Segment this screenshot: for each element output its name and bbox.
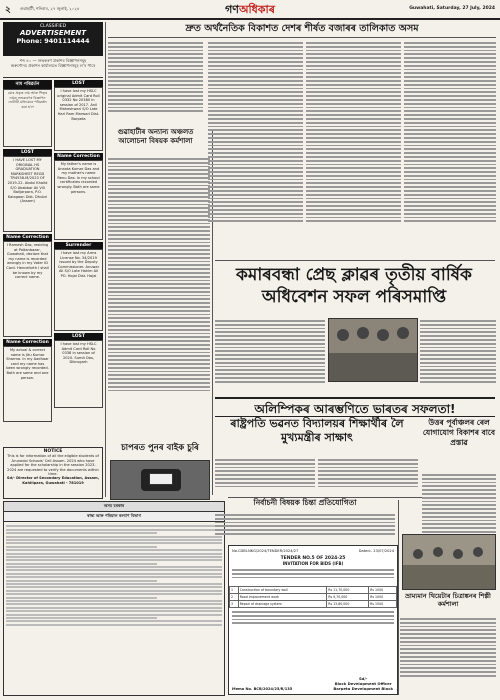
- classified-note: অৰুণোদয় প্ৰকাশন কাৰ্যালয়ত বিজ্ঞাপনসমূহ ল'ব পাৰে: [10, 63, 96, 68]
- masthead: [0, 0, 500, 20]
- notice-body: This is for information of all the eligible students of Arunodoi Schools' Cell Assam. 2024 who have applied for the scholarship in the session 2023-2024 are requested to verify the documents within time.: [7, 454, 99, 477]
- govt-ad-subheading: স্বাস্থ্য আৰু পৰিয়াল কল্যাণ বিভাগ: [4, 512, 224, 522]
- government-advertisement: [3, 501, 225, 696]
- bike-photo: [110, 460, 210, 500]
- classified-title: ADVERTISEMENT: [19, 29, 87, 37]
- ad-body: I have lost my HSLC original Admit Card Roll 0332 No 20380 in session of 2017. Anil Maheshwari S/O Late Hari Ram Marwari Dist. Barpeta: [54, 87, 103, 151]
- classified-column: [3, 22, 103, 462]
- headline-rule: [108, 37, 496, 38]
- ad-body: I have lost my HSLC Admit Card Roll No 0338 in session of 2020. Sumit Das, Dibrugarh: [54, 340, 103, 408]
- signature-title: Block Development Officer: [334, 681, 392, 686]
- ad-heading: LOST: [54, 80, 103, 87]
- ads-column-a: [3, 80, 52, 422]
- column-rule: [105, 22, 106, 497]
- section-rule: [215, 260, 495, 261]
- table-row: [230, 587, 397, 594]
- lead-story-text: [306, 40, 401, 258]
- workshop-text: [400, 616, 496, 696]
- ad-heading: নাম পৰিৱৰ্তন: [3, 80, 52, 89]
- workshop-headline: ভ্ৰাম্যমান থিয়েটাৰ চিত্ৰাঙ্কনৰ শিল্পী কৰ্মশালা: [405, 592, 491, 608]
- ad-body: I Ramesh Das, residing at Paltanbazar, Guwahati, declare that my name is recorded wrongly in my Voter ID Card. Henceforth I shall be known by my correct name.: [3, 241, 52, 337]
- table-cell: Rs 11,70,000: [327, 587, 369, 594]
- ad-body: I HAVE LOST MY ORIGINAL HS GRADUATION MARKSHEET REGD TR4538-M/2023 OF 2019-22. Abdul Khalid S/O Akabbar Ali Vill Balijarpara, P.O. Kalagaon Dist. Dhubri (Assam): [3, 156, 52, 232]
- classified-phone: Phone: 9401114444: [16, 37, 90, 45]
- notice-title: NOTICE: [43, 449, 63, 454]
- govt-ad-heading: অসম চৰকাৰ: [4, 502, 224, 512]
- table-cell: Rs 9,70,000: [327, 594, 369, 601]
- tender-memo-number: No.CDBI-NKG/2024/TENDER/2024/27: [232, 549, 299, 553]
- notice-sign: Sd/- Director of Secondary Education, Assam, Kahilipara, Guwahati - 781019: [6, 476, 100, 485]
- table-cell: 3: [230, 601, 239, 608]
- lead-story-text: [208, 40, 303, 258]
- rail-headline: উত্তৰ পূৰ্বাঞ্চলৰ ৰেল যোগাযোগ বিকাশৰ বাবে প্ৰস্তাৱ: [422, 418, 496, 447]
- classified-rate: [3, 56, 103, 78]
- lead-story-text: [404, 40, 496, 258]
- table-row: [230, 594, 397, 601]
- notice-box: [3, 447, 103, 499]
- bike-theft-headline: চাপৰত পুনৰ বাইক চুৰি: [121, 443, 199, 453]
- classified-label: CLASSIFIED: [39, 24, 67, 29]
- lead-story-text: [108, 40, 203, 126]
- tender-notice: [228, 545, 398, 695]
- school-visit-text: [318, 457, 418, 497]
- ads-column-b: [54, 80, 103, 408]
- ad-body: মোৰ প্ৰকৃত নাম আৰু পিতৃৰ নামৰ শুদ্ধকৰণৰ বিজ্ঞাপন নোটাৰী মাধ্যমেৰে পৰিৱৰ্তন কৰা হ'ল: [3, 89, 52, 147]
- tender-terms-text: [229, 608, 397, 630]
- school-visit-text: [215, 457, 315, 497]
- ad-heading: Name Correction: [3, 339, 52, 346]
- ad-heading: Surrender: [54, 242, 103, 249]
- classified-header: [3, 22, 103, 56]
- ad-heading: LOST: [54, 333, 103, 340]
- press-club-photo: [328, 318, 418, 382]
- tender-table: [229, 586, 397, 608]
- feature-headline: কমাৰবন্ধা প্ৰেছ ক্লাৱৰ তৃতীয় বাৰ্ষিক অধিবেশন সফল পৰিসমাপ্তি: [236, 265, 472, 307]
- tender-title: TENDER NO.5 OF 2024-25: [280, 556, 346, 561]
- tender-date: Dated:- 23/07/2024: [358, 549, 394, 553]
- tender-memo-bottom: Memo No. BCB/2024/25/R/135: [232, 687, 293, 691]
- feature-text: [215, 318, 325, 396]
- table-cell: Repair of drainage system: [238, 601, 327, 608]
- svg-text:গণঅধিকাৰ: গণঅধিকাৰ: [225, 3, 275, 16]
- story-headline: গুৱাহাটীৰ অন্যান্য অঞ্চলত আলোচনা বিষয়ক কৰ্মশালা: [117, 128, 194, 145]
- table-cell: Rs 1000: [369, 587, 397, 594]
- story-text: [108, 156, 210, 438]
- competition-headline: নিৰ্বাচনী বিষয়ক চিন্তা প্ৰতিযোগিতা: [253, 498, 357, 507]
- olympic-headline: অলিম্পিকৰ আৰম্ভণিতে ভাৰতৰ সফলতা!: [215, 397, 495, 417]
- workshop-photo: [402, 534, 496, 590]
- table-cell: Rs 1500: [369, 601, 397, 608]
- table-cell: Rs 1000: [369, 594, 397, 601]
- signature-office: Barpeta Development Block: [333, 686, 393, 691]
- lead-headline: দ্ৰুত অৰ্থনৈতিক বিকাশত দেশৰ শীৰ্ষত বজাৰৰ তালিকাত অসম: [185, 23, 419, 34]
- govt-ad-text: [4, 522, 224, 629]
- tender-subtitle: INVITATION FOR BIDS (IFB): [282, 561, 344, 566]
- table-cell: Construction of boundary wall: [238, 587, 327, 594]
- competition-text: [215, 512, 395, 542]
- tender-intro-text: [229, 566, 397, 586]
- ad-body: I have lost my Arms License No. 34/2019 issued by the Deputy Commissioner. Anuwar Ali S/O Late Hakim Ali PO. Hojai Dist. Hojai: [54, 249, 103, 331]
- column-rule: [398, 500, 399, 695]
- ad-heading: Name Correction: [3, 234, 52, 241]
- table-row: [230, 601, 397, 608]
- date-left: গুৱাহাটী, শনিবাৰ, ২৭ জুলাই, ২০২৪: [20, 6, 80, 11]
- date-right: Guwahati, Saturday, 27 July, 2024: [409, 6, 495, 11]
- ad-heading: LOST: [3, 149, 52, 156]
- table-cell: 1: [230, 587, 239, 594]
- page-number: ২: [5, 5, 11, 15]
- ad-heading: Name Correction: [54, 153, 103, 160]
- ad-body: My father's name is Ananta Kumar Das and my mother's name Renu Das. In my school certificates recorded wrongly. Both are same persons.: [54, 160, 103, 240]
- signature-line: Sd/-: [358, 676, 368, 681]
- classified-rate-text: শব্দ ৪০ — শুদ্ধকৰণ প্ৰকাশৰ বিজ্ঞাপনসমূহ: [19, 58, 87, 63]
- feature-text: [420, 318, 496, 396]
- table-cell: 2: [230, 594, 239, 601]
- table-cell: Rs 13,80,000: [327, 601, 369, 608]
- ad-body: My actual & correct name is Jitu Kumar Sharma. In my Aadhaar card my name has been wrongly recorded. Both are same and one person.: [3, 346, 52, 422]
- table-cell: Road improvement work: [238, 594, 327, 601]
- school-visit-headline: ৰাষ্ট্ৰপতি ভৱনত বিদ্যালয়ৰ শিক্ষাৰ্থীৰ লৈ মুখ্যমন্ত্ৰীৰ সাক্ষাৎ: [230, 417, 404, 444]
- tender-signature: [333, 676, 393, 691]
- newspaper-logo: [210, 0, 290, 18]
